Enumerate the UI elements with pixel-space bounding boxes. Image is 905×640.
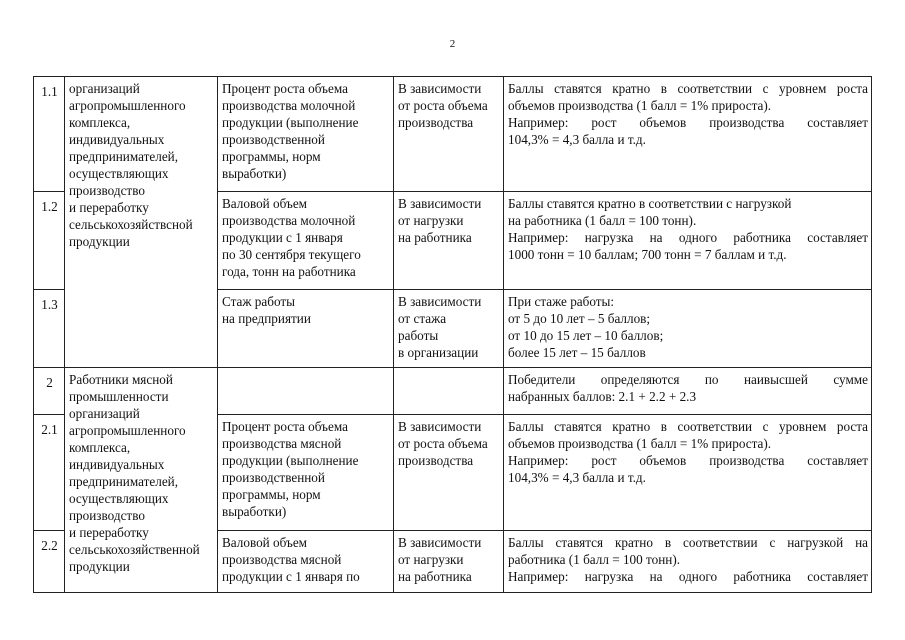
- basis-cell: [394, 415, 504, 531]
- participant-line: сельськохозяйствсной: [69, 217, 193, 232]
- scoring-line: 1000 тонн = 10 баллам; 700 тонн = 7 баллам и т.д.: [508, 247, 787, 262]
- participant-line: комплекса,: [69, 115, 131, 130]
- criterion-line: производства молочной: [222, 98, 356, 113]
- participant-line: индивидуальных: [69, 457, 165, 472]
- basis-line: В зависимости: [398, 196, 482, 211]
- table-row: [34, 77, 872, 192]
- participant-line: сельськохозяйственной: [69, 542, 200, 557]
- participant-line: и переработку: [69, 200, 149, 215]
- row-number: 2.2: [34, 531, 65, 593]
- basis-cell: [394, 290, 504, 368]
- scoring-line: 104,3% = 4,3 балла и т.д.: [508, 470, 646, 485]
- criterion-line: производственной: [222, 132, 325, 147]
- criterion-line: производственной: [222, 470, 325, 485]
- criterion-line: производства мясной: [222, 436, 342, 451]
- participant-line: предпринимателей,: [69, 149, 179, 164]
- participant-line: предпринимателей,: [69, 474, 179, 489]
- basis-line: от роста объема: [398, 436, 488, 451]
- criterion-line: продукции с 1 января по: [222, 569, 360, 584]
- participant-line: организаций: [69, 406, 140, 421]
- basis-line: от роста объема: [398, 98, 488, 113]
- scoring-line: Баллы ставятся кратно в соответствии с нагрузкой: [508, 196, 792, 211]
- basis-cell: [394, 192, 504, 290]
- table-row: [34, 368, 872, 415]
- row-number: 1.3: [34, 290, 65, 368]
- criterion-line: по 30 сентября текущего: [222, 247, 361, 262]
- criterion-cell: [218, 290, 394, 368]
- row-number: 1.1: [34, 77, 65, 192]
- row-number: 1.2: [34, 192, 65, 290]
- participant-cell: [65, 77, 218, 368]
- criterion-line: года, тонн на работника: [222, 264, 356, 279]
- criterion-line: выработки): [222, 504, 287, 519]
- criterion-line: Процент роста объема: [222, 419, 348, 434]
- scoring-line: Баллы ставятся кратно в соответствии с нагрузкой на: [508, 535, 868, 550]
- scoring-line: Например: нагрузка на одного работника составляет: [508, 230, 868, 245]
- criterion-line: программы, норм: [222, 487, 321, 502]
- participant-line: промышленности: [69, 389, 169, 404]
- scoring-line: Например: нагрузка на одного работника составляет: [508, 569, 868, 584]
- criteria-table: [33, 76, 872, 593]
- criterion-line: продукции с 1 января: [222, 230, 343, 245]
- participant-line: агропромышленного: [69, 98, 186, 113]
- scoring-line: Баллы ставятся кратно в соответствии с уровнем роста: [508, 81, 868, 96]
- basis-cell: [394, 77, 504, 192]
- basis-line: В зависимости: [398, 535, 482, 550]
- basis-line: В зависимости: [398, 81, 482, 96]
- scoring-line: Победители определяются по наивысшей сумме: [508, 372, 868, 387]
- participant-line: осуществляющих: [69, 166, 169, 181]
- scoring-cell: [504, 531, 872, 593]
- basis-line: от стажа: [398, 311, 447, 326]
- criterion-line: Стаж работы: [222, 294, 296, 309]
- criterion-line: программы, норм: [222, 149, 321, 164]
- scoring-line: набранных баллов: 2.1 + 2.2 + 2.3: [508, 389, 697, 404]
- scoring-line: 104,3% = 4,3 балла и т.д.: [508, 132, 646, 147]
- criterion-line: Валовой объем: [222, 535, 308, 550]
- participant-line: индивидуальных: [69, 132, 165, 147]
- scoring-cell: [504, 192, 872, 290]
- criterion-line: производства молочной: [222, 213, 356, 228]
- scoring-line: объемов производства (1 балл = 1% прироста).: [508, 98, 772, 113]
- criterion-line: Процент роста объема: [222, 81, 348, 96]
- scoring-line: объемов производства (1 балл = 1% прироста).: [508, 436, 772, 451]
- participant-line: Работники мясной: [69, 372, 173, 387]
- participant-line: продукции: [69, 559, 130, 574]
- basis-line: В зависимости: [398, 419, 482, 434]
- basis-cell: [394, 368, 504, 415]
- basis-line: производства: [398, 115, 474, 130]
- basis-cell: [394, 531, 504, 593]
- scoring-line: Например: рост объемов производства составляет: [508, 115, 868, 130]
- scoring-line: от 10 до 15 лет – 10 баллов;: [508, 328, 664, 343]
- row-number: 2.1: [34, 415, 65, 531]
- criterion-cell: [218, 77, 394, 192]
- scoring-line: Например: рост объемов производства составляет: [508, 453, 868, 468]
- basis-line: от нагрузки: [398, 213, 464, 228]
- participant-cell: [65, 368, 218, 593]
- basis-line: работы: [398, 328, 439, 343]
- criterion-cell: [218, 368, 394, 415]
- basis-line: на работника: [398, 569, 472, 584]
- criterion-cell: [218, 415, 394, 531]
- scoring-line: работника (1 балл = 100 тонн).: [508, 552, 681, 567]
- criterion-line: выработки): [222, 166, 287, 181]
- scoring-line: Баллы ставятся кратно в соответствии с уровнем роста: [508, 419, 868, 434]
- page-number: 2: [449, 38, 456, 50]
- basis-line: на работника: [398, 230, 472, 245]
- basis-line: от нагрузки: [398, 552, 464, 567]
- criterion-line: производства мясной: [222, 552, 342, 567]
- criterion-cell: [218, 192, 394, 290]
- scoring-line: более 15 лет – 15 баллов: [508, 345, 646, 360]
- basis-line: В зависимости: [398, 294, 482, 309]
- participant-line: комплекса,: [69, 440, 131, 455]
- scoring-cell: [504, 77, 872, 192]
- scoring-line: При стаже работы:: [508, 294, 615, 309]
- participant-line: производство: [69, 183, 145, 198]
- criterion-cell: [218, 531, 394, 593]
- participant-line: продукции: [69, 234, 130, 249]
- scoring-cell: [504, 415, 872, 531]
- participant-line: агропромышленного: [69, 423, 186, 438]
- participant-line: и переработку: [69, 525, 149, 540]
- row-number: 2: [34, 368, 65, 415]
- participant-line: осуществляющих: [69, 491, 169, 506]
- participant-line: организаций: [69, 81, 140, 96]
- criterion-line: Валовой объем: [222, 196, 308, 211]
- scoring-cell: [504, 368, 872, 415]
- scoring-line: от 5 до 10 лет – 5 баллов;: [508, 311, 651, 326]
- participant-line: производство: [69, 508, 145, 523]
- criterion-line: на предприятии: [222, 311, 311, 326]
- basis-line: в организации: [398, 345, 479, 360]
- scoring-line: на работника (1 балл = 100 тонн).: [508, 213, 697, 228]
- basis-line: производства: [398, 453, 474, 468]
- criterion-line: продукции (выполнение: [222, 453, 359, 468]
- scoring-cell: [504, 290, 872, 368]
- criterion-line: продукции (выполнение: [222, 115, 359, 130]
